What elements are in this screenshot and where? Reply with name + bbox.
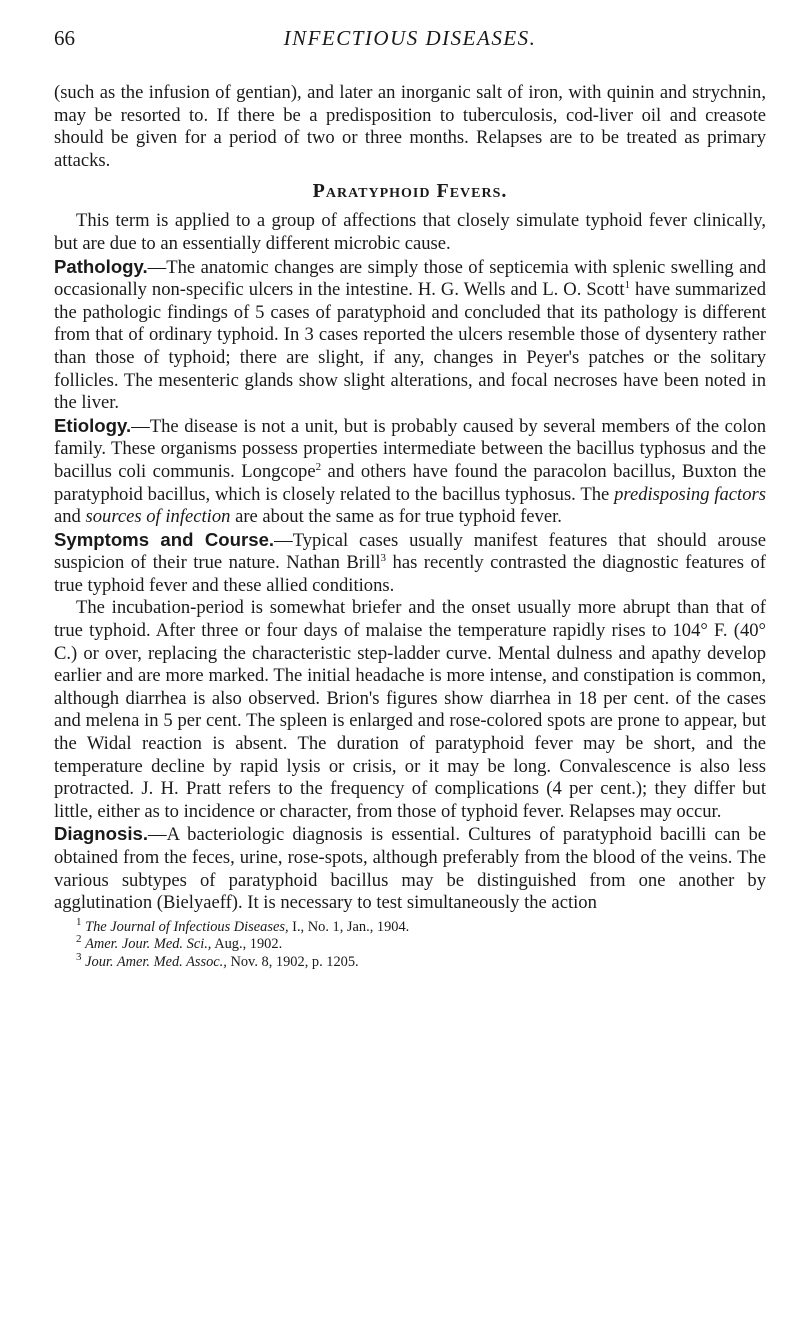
pathology-heading: Pathology. — [54, 255, 148, 277]
footnote-ref-3: 3 — [380, 552, 387, 565]
diagnosis-text: —A bacteriologic diagnosis is essential. Cultures of paratyphoid bacilli can be obtained from the feces, urine, rose-spots, although preferably from the blood of the veins. The various subtypes of paratyphoid bacillus may be distinguished from one another by agglutination (Bielyaeff). It is necessary to test simultaneously the action — [54, 824, 766, 914]
footnote-1-mark: 1 — [76, 915, 82, 928]
symptoms-paragraph — [54, 529, 766, 598]
pathology-text: —The anatomic changes are simply those of septicemia with splenic swelling and occasionally non-specific ulcers in the intestine. H. G. Wells and L. O. Scott — [54, 256, 766, 301]
course-paragraph: The incubation-period is somewhat briefer and the onset usually more abrupt than that of true typhoid. After three or four days of malaise the temperature rapidly rises to 104° F. (40° C.) or over, replacing the characteristic step-ladder curve. Mental dulness and apathy develop earlier and are more marked. The initial headache is more intense, and constipation is common, although diarrhea is also observed. Brion's figures show diarrhea in 18 per cent. of the cases and melena in 5 per cent. The spleen is enlarged and rose-colored spots are prone to appear, but the Widal reaction is absent. The duration of paratyphoid fever may be short, and the temperature decline by rapid lysis or crisis, or it may be long. Convalescence is also less protracted. J. H. Pratt refers to the frequency of complications (4 per cent.); they differ but little, either as to incidence or character, from those of typhoid fever. Relapses may occur. — [54, 597, 766, 822]
etiology-text-cont: and others have found the paracolon bacillus, Buxton the paratyphoid bacillus, which is closely related to the bacillus typhosus. The — [54, 460, 766, 505]
footnote-3-detail: Nov. 8, 1902, p. 1205. — [226, 953, 359, 970]
footnote-ref-1: 1 — [624, 278, 631, 291]
symptoms-text-cont: has recently contrasted the diagnostic features of true typhoid fever and these allied conditions. — [54, 552, 766, 596]
running-title: INFECTIOUS DISEASES. — [283, 26, 537, 50]
footnote-3-source: Jour. Amer. Med. Assoc., — [85, 953, 227, 970]
etiology-text-end: are about the same as for true typhoid fever. — [230, 506, 562, 528]
etiology-text-and: and — [54, 506, 86, 528]
page-number: 66 — [54, 26, 75, 50]
footnote-3 — [54, 951, 766, 972]
etiology-italic-sources: sources of infection — [85, 506, 231, 528]
footnote-2-detail: Aug., 1902. — [211, 936, 283, 953]
footnote-2-mark: 2 — [76, 933, 82, 946]
etiology-heading: Etiology. — [54, 414, 132, 436]
pathology-text-cont: have summarized the pathologic findings of 5 cases of paratyphoid and concluded that its pathology is different from that of ordinary typhoid. In 3 cases reported the ulcers resemble those of dysentery rather than those of typhoid; there are slight, if any, changes in Peyer's patches or the solitary follicles. The mesenteric glands show slight alterations, and focal necroses have been noted in the liver. — [54, 279, 766, 414]
footnote-2 — [54, 933, 766, 954]
pathology-paragraph — [54, 256, 766, 415]
etiology-paragraph — [54, 415, 766, 529]
definition-paragraph: This term is applied to a group of affections that closely simulate typhoid fever clinically, but are due to an essentially different microbic cause. — [54, 210, 766, 254]
footnote-1-detail: I., No. 1, Jan., 1904. — [288, 918, 410, 935]
symptoms-text: —Typical cases usually manifest features that should arouse suspicion of their true nature. Nathan Brill — [54, 529, 766, 574]
diagnosis-paragraph — [54, 823, 766, 914]
diagnosis-heading: Diagnosis. — [54, 823, 149, 845]
etiology-text: —The disease is not a unit, but is probably caused by several members of the colon family. These organisms possess properties intermediate between the bacillus typhosus and the bacillus coli communis. Longcope — [54, 415, 766, 482]
section-heading: Paratyphoid Fevers. — [312, 180, 508, 203]
footnote-1-source: The Journal of Infectious Diseases, — [85, 918, 289, 935]
footnote-1 — [54, 915, 766, 937]
intro-paragraph: (such as the infusion of gentian), and later an inorganic salt of iron, with quinin and strychnin, may be resorted to. If there be a predisposition to tuberculosis, cod-liver oil and creasote should be given for a period of two or three months. Relapses are to be treated as primary attacks. — [54, 82, 766, 171]
etiology-italic-predisposing: predisposing factors — [614, 483, 766, 505]
symptoms-heading: Symptoms and Course. — [54, 528, 275, 550]
footnote-3-mark: 3 — [76, 951, 82, 964]
running-head — [54, 26, 766, 56]
footnotes — [54, 915, 766, 972]
footnote-ref-2: 2 — [315, 460, 322, 473]
footnote-2-source: Amer. Jour. Med. Sci., — [85, 936, 212, 953]
